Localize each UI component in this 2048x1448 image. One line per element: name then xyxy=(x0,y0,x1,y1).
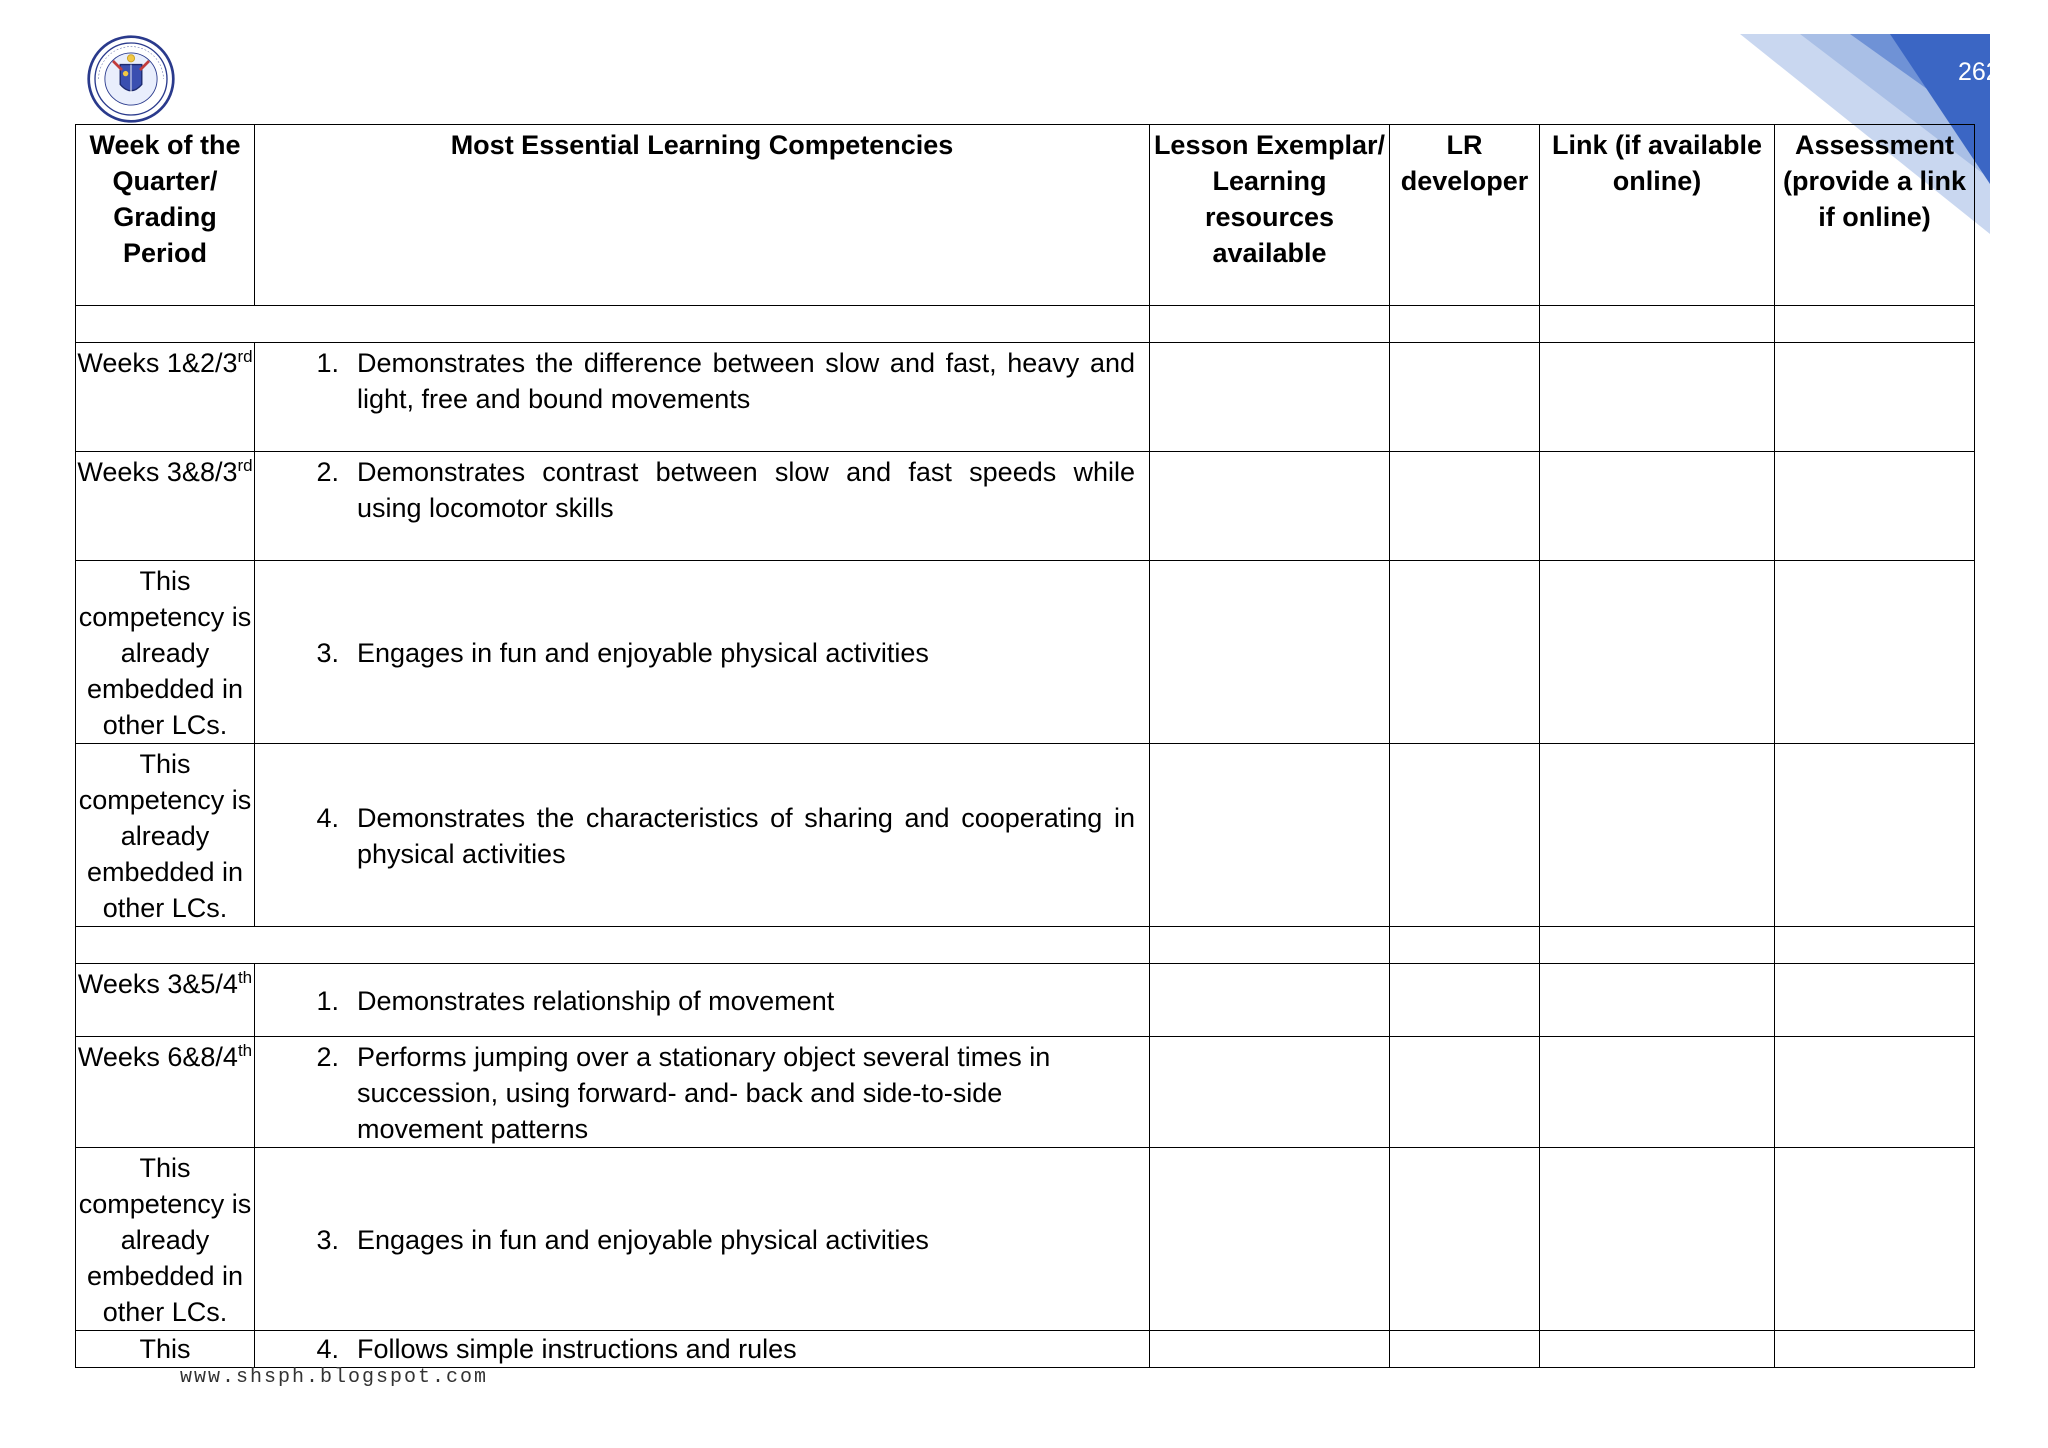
table-row xyxy=(76,1331,1975,1368)
competency-number: 3. xyxy=(316,638,339,668)
week-ordinal: th xyxy=(237,968,253,987)
competency-number: 1. xyxy=(316,348,339,378)
week-label: Weeks 1&2/3 xyxy=(77,348,238,378)
week-ordinal: rd xyxy=(237,456,253,475)
week-label: This competency is already embedded in other LCs. xyxy=(78,749,252,923)
week-label: This xyxy=(139,1334,191,1364)
table-row xyxy=(76,561,1975,744)
table-row xyxy=(76,744,1975,927)
week-ordinal: rd xyxy=(237,347,253,366)
week-ordinal: th xyxy=(237,1041,253,1060)
table-row xyxy=(76,452,1975,561)
table-row xyxy=(76,1148,1975,1331)
spacer-row xyxy=(76,306,1975,343)
week-label: Weeks 3&8/3 xyxy=(77,457,238,487)
header-week: Week of the Quarter/ Grading Period xyxy=(76,125,255,306)
competency-number: 3. xyxy=(316,1225,339,1255)
competency-number: 4. xyxy=(316,803,339,833)
header-lr-developer: LR developer xyxy=(1390,125,1540,306)
competency-text: Follows simple instructions and rules xyxy=(357,1334,797,1364)
deped-seal-logo xyxy=(86,34,176,124)
competency-number: 2. xyxy=(316,457,339,487)
competency-number: 1. xyxy=(316,986,339,1016)
table-header-row xyxy=(76,125,1975,306)
header-link: Link (if available online) xyxy=(1540,125,1775,306)
header-assessment: Assessment (provide a link if online) xyxy=(1775,125,1975,306)
table-row xyxy=(76,343,1975,452)
page-number: 262 xyxy=(1958,58,2000,86)
competency-number: 2. xyxy=(316,1042,339,1072)
spacer-row xyxy=(76,927,1975,964)
competency-text: Engages in fun and enjoyable physical activities xyxy=(357,1225,929,1255)
competency-text: Demonstrates the characteristics of sharing and cooperating in physical activities xyxy=(357,803,1135,869)
melc-table xyxy=(75,124,1975,1368)
competency-text: Demonstrates relationship of movement xyxy=(357,986,835,1016)
table-row xyxy=(76,964,1975,1037)
competency-text: Engages in fun and enjoyable physical activities xyxy=(357,638,929,668)
competency-number: 4. xyxy=(316,1334,339,1364)
week-label: This competency is already embedded in other LCs. xyxy=(78,1153,252,1327)
table-row xyxy=(76,1037,1975,1148)
competency-text: Performs jumping over a stationary object several times in succession, using forward- and- back and side-to-side movement patterns xyxy=(357,1042,1051,1144)
footer-url: www.shsph.blogspot.com xyxy=(180,1366,489,1389)
week-label: Weeks 3&5/4 xyxy=(77,969,238,999)
header-lesson-exemplar: Lesson Exemplar/ Learning resources available xyxy=(1150,125,1390,306)
week-label: This competency is already embedded in other LCs. xyxy=(78,566,252,740)
competency-text: Demonstrates the difference between slow and fast, heavy and light, free and bound movements xyxy=(357,348,1135,414)
competency-text: Demonstrates contrast between slow and fast speeds while using locomotor skills xyxy=(357,457,1135,523)
header-melc: Most Essential Learning Competencies xyxy=(255,125,1150,306)
week-label: Weeks 6&8/4 xyxy=(77,1042,238,1072)
